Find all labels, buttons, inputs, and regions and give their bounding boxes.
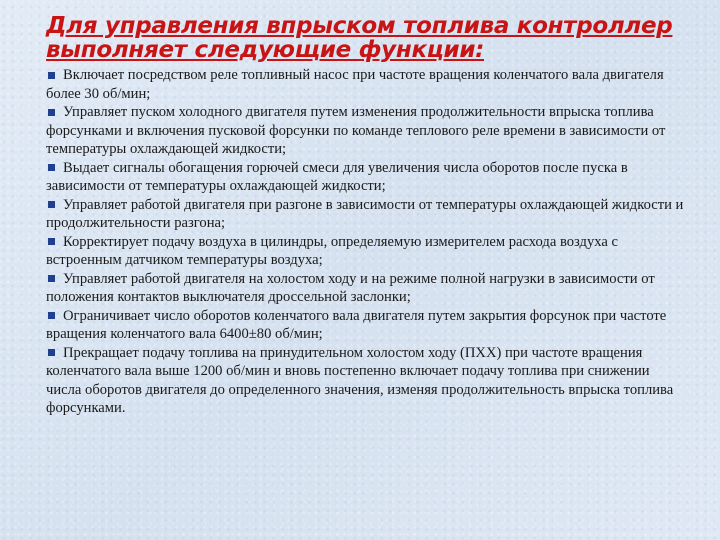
square-bullet-icon — [48, 72, 55, 79]
square-bullet-icon — [48, 349, 55, 356]
list-item — [46, 196, 686, 233]
list-item-text: Управляет работой двигателя на холостом ходу и на режиме полной нагрузки в зависимости от положения контактов выключателя дроссельной заслонки; — [46, 270, 655, 305]
square-bullet-icon — [48, 164, 55, 171]
square-bullet-icon — [48, 201, 55, 208]
list-item — [46, 233, 686, 270]
list-item-text: Управляет работой двигателя при разгоне в зависимости от температуры охлаждающей жидкости и продолжительности разгона; — [46, 196, 684, 231]
list-item-text: Корректирует подачу воздуха в цилиндры, определяемую измерителем расхода воздуха с встроенным датчиком температуры воздуха; — [46, 233, 618, 268]
list-item — [46, 344, 686, 418]
list-item-text: Ограничивает число оборотов коленчатого вала двигателя путем закрытия форсунок при частоте вращения коленчатого вала 6400±80 об/мин; — [46, 307, 667, 342]
slide — [46, 14, 686, 418]
square-bullet-icon — [48, 312, 55, 319]
square-bullet-icon — [48, 275, 55, 282]
bullet-list — [46, 66, 686, 418]
list-item-text: Управляет пуском холодного двигателя путем изменения продолжительности впрыска топлива форсунками и включения пусковой форсунки по команде теплового реле времени в зависимости от температуры охлаждающей жидкости; — [46, 104, 666, 157]
list-item-text: Выдает сигналы обогащения горючей смеси для увеличения числа оборотов после пуска в зависимости от температуры охлаждающей жидкости; — [46, 159, 628, 194]
list-item — [46, 103, 686, 159]
list-item — [46, 307, 686, 344]
list-item — [46, 159, 686, 196]
list-item — [46, 66, 686, 103]
square-bullet-icon — [48, 238, 55, 245]
list-item-text: Прекращает подачу топлива на принудительном холостом ходу (ПХХ) при частоте вращения коленчатого вала выше 1200 об/мин и вновь постепенно включает подачу топлива при снижении числа оборотов двигателя до определенного значения, изменяя продолжительность впрыска топлива форсунками. — [46, 344, 674, 416]
slide-title: Для управления впрыском топлива контроллер выполняет следующие функции: — [46, 13, 673, 63]
square-bullet-icon — [48, 109, 55, 116]
list-item-text: Включает посредством реле топливный насос при частоте вращения коленчатого вала двигателя более 30 об/мин; — [46, 67, 664, 102]
list-item — [46, 270, 686, 307]
